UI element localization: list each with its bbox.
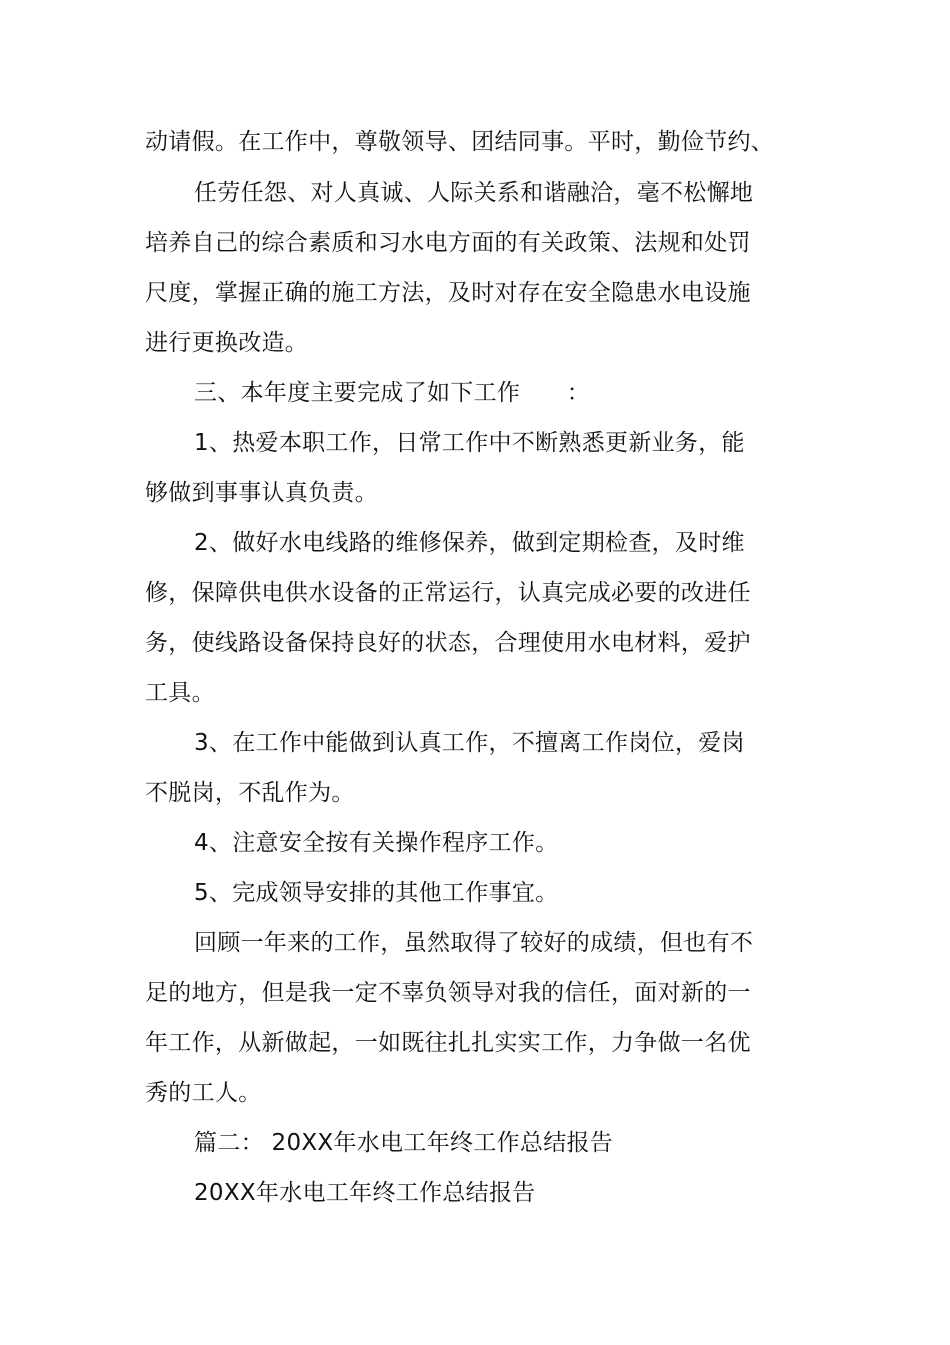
text-line: 够做到事事认真负责。 <box>145 480 378 506</box>
list-item: 2、做好水电线路的维修保养，做到定期检查，及时维 <box>194 530 745 556</box>
text-line: 务，使线路设备保持良好的状态，合理使用水电材料，爱护 <box>145 630 751 656</box>
list-item: 3、在工作中能做到认真工作，不擅离工作岗位，爱岗 <box>194 730 745 756</box>
text-line: 足的地方，但是我一定不辜负领导对我的信任，面对新的一 <box>145 980 751 1006</box>
text-line: 尺度，掌握正确的施工方法，及时对存在安全隐患水电设施 <box>145 280 751 306</box>
list-item: 1、热爱本职工作，日常工作中不断熟悉更新业务，能 <box>194 430 745 456</box>
text-line: 年工作，从新做起，一如既往扎扎实实工作，力争做一名优 <box>145 1030 751 1056</box>
text-line: 动请假。在工作中，尊敬领导、团结同事。平时，勤俭节约、 <box>145 129 775 155</box>
text-line: 回顾一年来的工作，虽然取得了较好的成绩，但也有不 <box>194 930 754 956</box>
article-subtitle: 20XX年水电工年终工作总结报告 <box>194 1180 536 1206</box>
section-heading: 三、本年度主要完成了如下工作 ： <box>194 380 591 406</box>
text-line: 培养自己的综合素质和习水电方面的有关政策、法规和处罚 <box>145 230 751 256</box>
list-item: 5、完成领导安排的其他工作事宜。 <box>194 880 559 906</box>
text-line: 进行更换改造。 <box>145 330 309 356</box>
text-line: 不脱岗，不乱作为。 <box>145 780 355 806</box>
text-line: 修，保障供电供水设备的正常运行，认真完成必要的改进任 <box>145 580 751 606</box>
list-item: 4、注意安全按有关操作程序工作。 <box>194 830 559 856</box>
text-line: 任劳任怨、对人真诚、人际关系和谐融洽，毫不松懈地 <box>194 180 754 206</box>
article-title: 篇二： 20XX年水电工年终工作总结报告 <box>194 1130 614 1156</box>
text-line: 工具。 <box>145 680 215 706</box>
text-line: 秀的工人。 <box>145 1080 262 1106</box>
